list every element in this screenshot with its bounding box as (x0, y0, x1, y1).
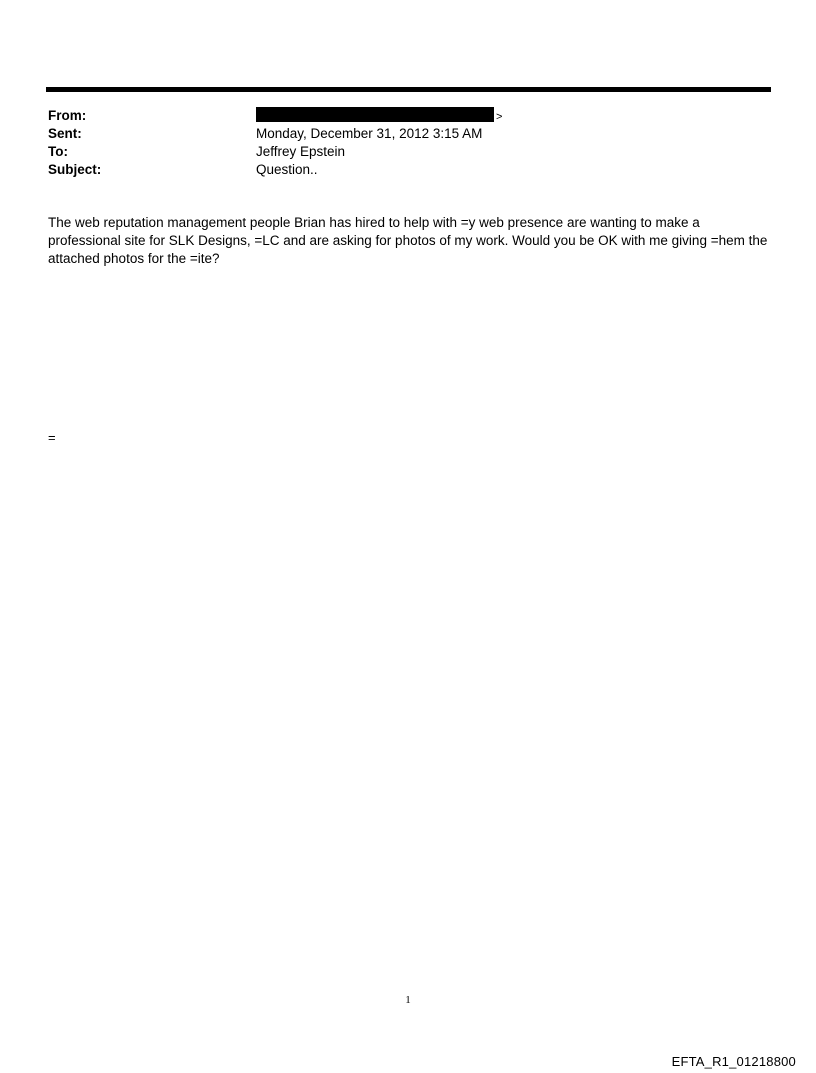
from-row (48, 107, 748, 125)
page-number: 1 (405, 994, 411, 1006)
subject-label: Subject: (48, 162, 102, 177)
email-header (48, 107, 748, 179)
to-label: To: (48, 144, 68, 159)
sent-label: Sent: (48, 126, 82, 141)
bates-number: EFTA_R1_01218800 (671, 1054, 796, 1069)
sent-value: Monday, December 31, 2012 3:15 AM (256, 126, 483, 141)
to-value: Jeffrey Epstein (256, 144, 346, 159)
subject-row (48, 161, 748, 179)
from-label: From: (48, 108, 87, 123)
subject-value: Question.. (256, 162, 318, 177)
stray-mark: = (48, 430, 56, 445)
email-body: The web reputation management people Brian has hired to help with =y web presence are wanting to make a professional site for SLK Designs, =LC and are asking for photos of my work. Would you be OK with me giving =hem the attached photos for the =ite? (48, 215, 768, 266)
to-row (48, 143, 748, 161)
from-suffix: > (496, 111, 503, 123)
redaction-block (256, 107, 494, 122)
sent-row (48, 125, 748, 143)
header-rule (46, 87, 771, 92)
from-value (256, 107, 502, 126)
